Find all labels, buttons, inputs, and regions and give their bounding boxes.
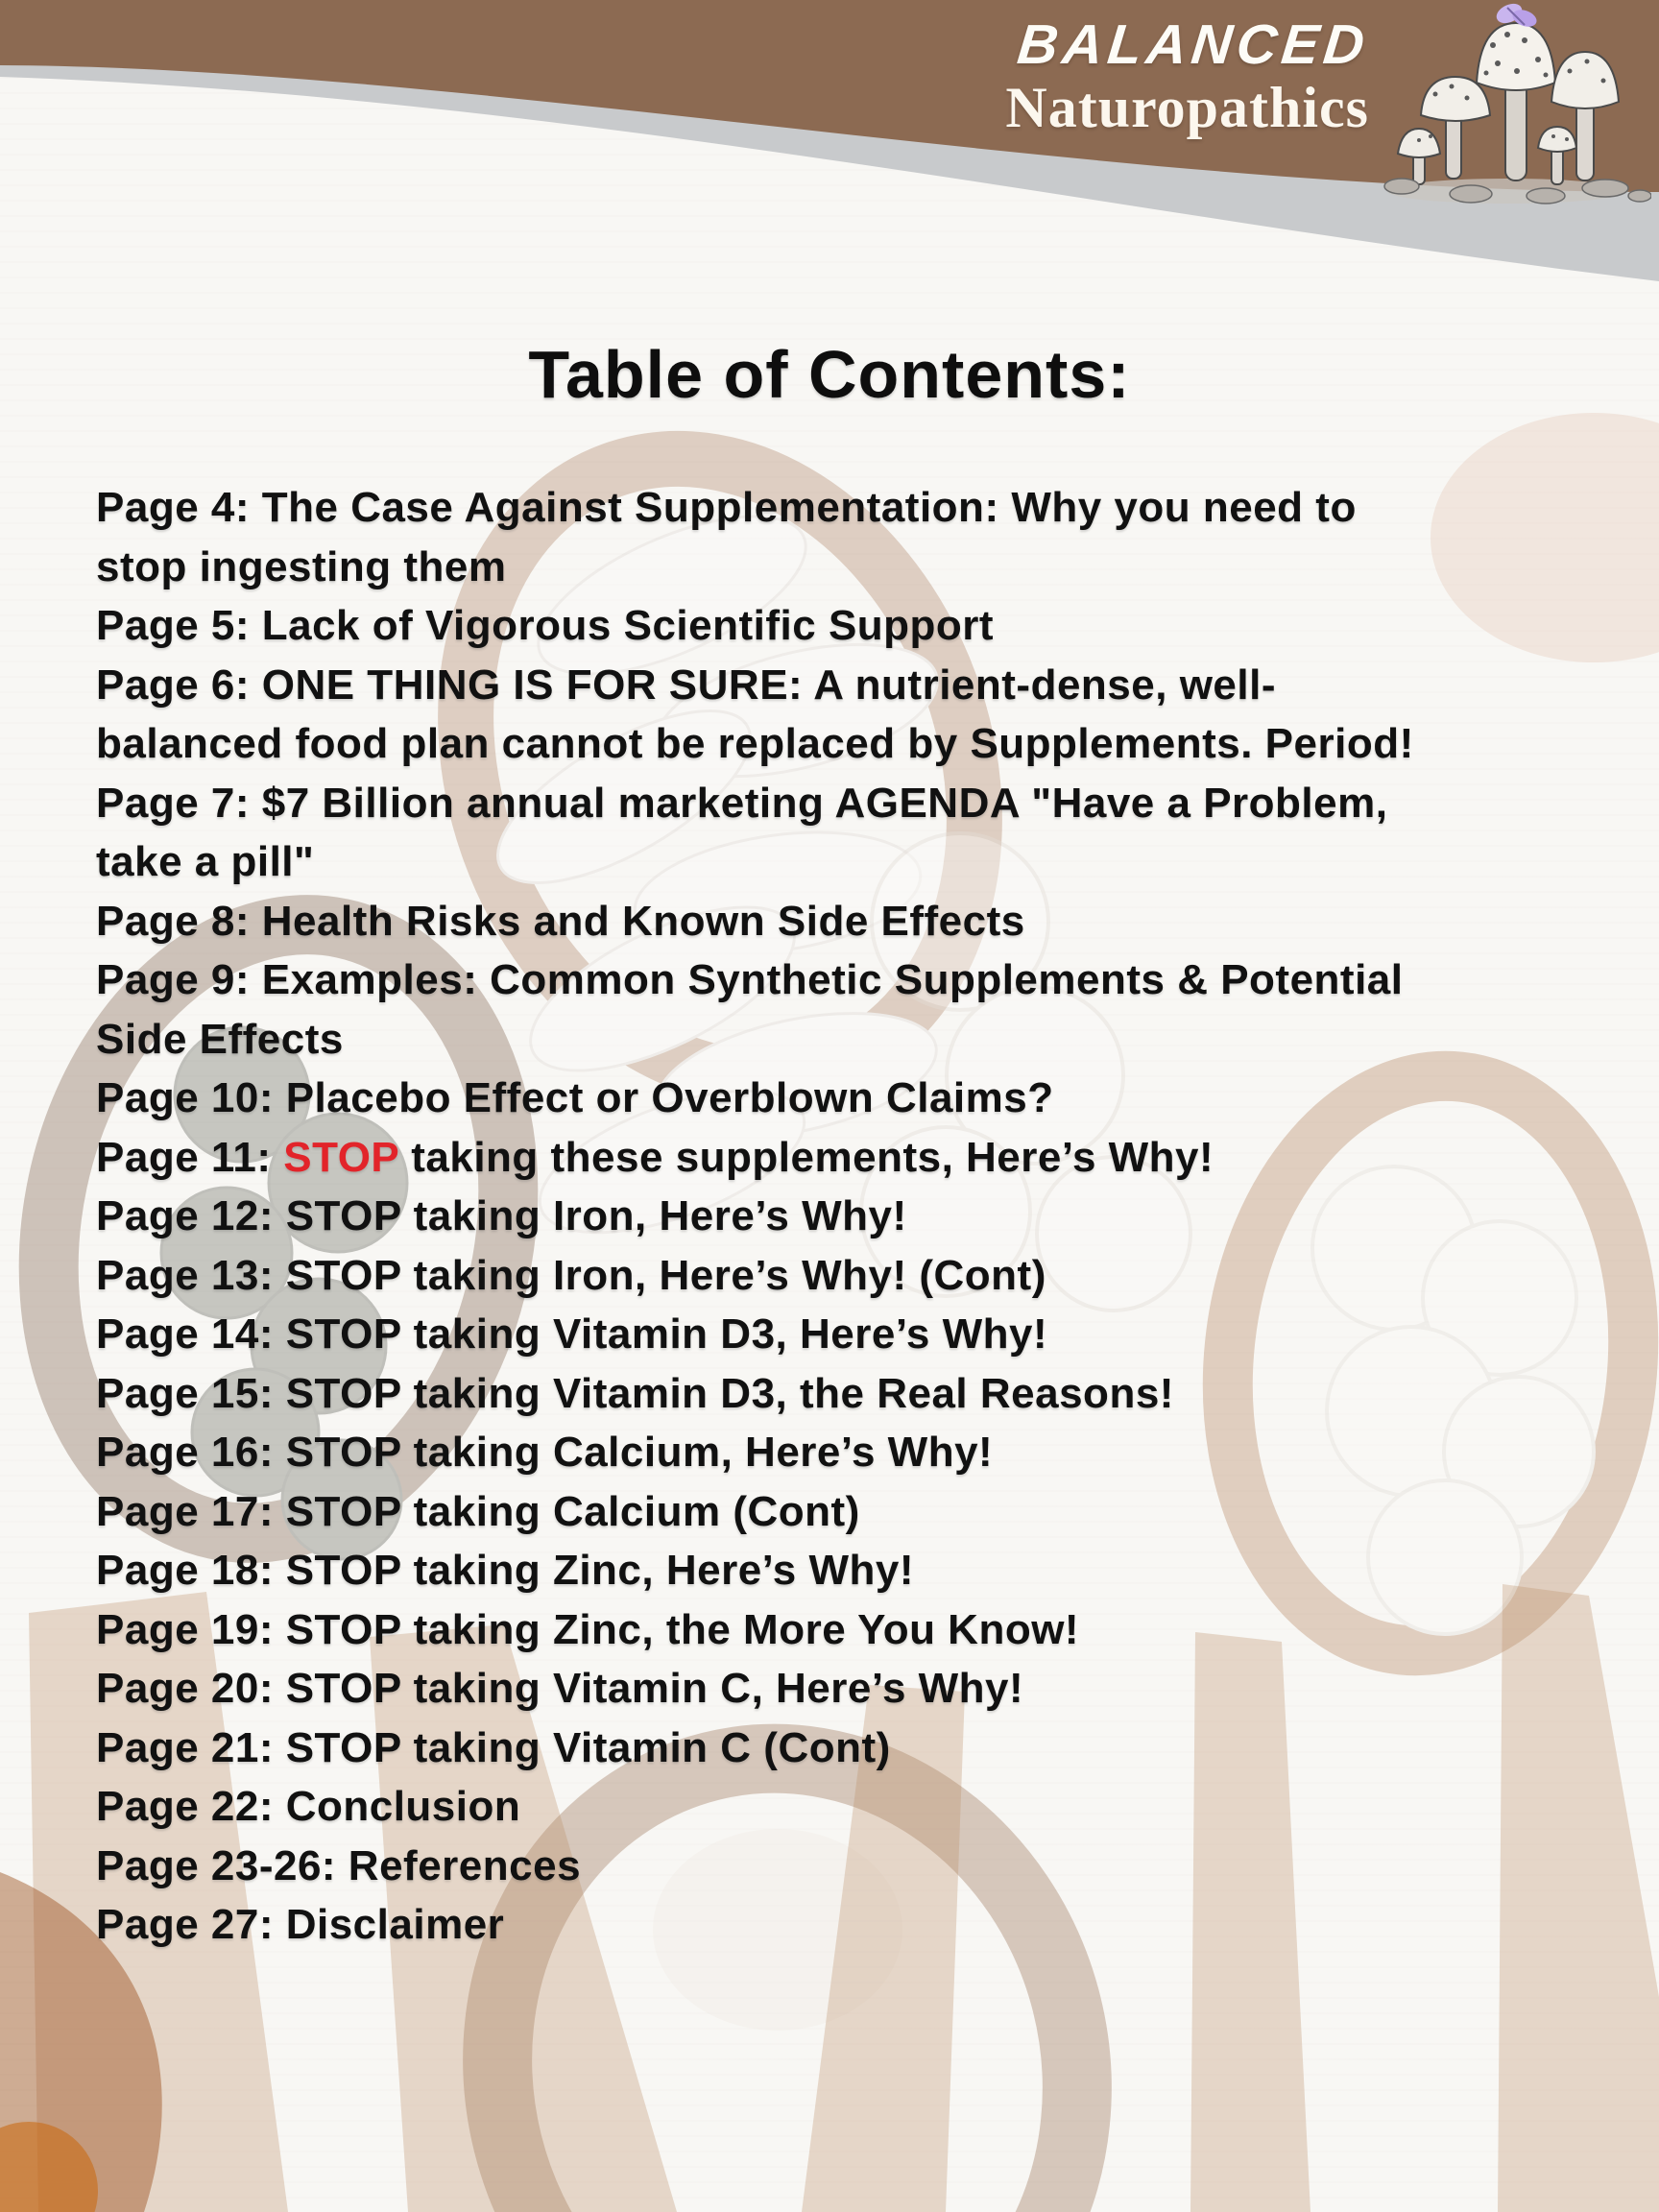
toc-entry: Page 10: Placebo Effect or Overblown Claims?	[96, 1074, 1054, 1121]
toc-entry: Page 15: STOP taking Vitamin D3, the Real Reasons!	[96, 1369, 1174, 1417]
toc-entry: Page 9: Examples: Common Synthetic Supplements & Potential Side Effects	[96, 956, 1404, 1063]
toc-entry: Page 11: STOP taking these supplements, Here’s Why!	[96, 1133, 1214, 1181]
toc-list	[96, 478, 1575, 1955]
toc-entry: Page 13: STOP taking Iron, Here’s Why! (Cont)	[96, 1251, 1046, 1299]
toc-entry: Page 20: STOP taking Vitamin C, Here’s Why!	[96, 1665, 1024, 1712]
toc-entry: Page 22: Conclusion	[96, 1783, 521, 1830]
mushroom	[1421, 77, 1490, 179]
toc-entry: Page 18: STOP taking Zinc, Here’s Why!	[96, 1547, 914, 1594]
page-title: Table of Contents:	[528, 337, 1131, 412]
toc-entry: Page 21: STOP taking Vitamin C (Cont)	[96, 1723, 891, 1771]
brand-name: BALANCED	[1015, 13, 1373, 76]
toc-entry: Page 8: Health Risks and Known Side Effects	[96, 897, 1025, 945]
toc-entry: Page 14: STOP taking Vitamin D3, Here’s Why!	[96, 1310, 1048, 1358]
toc-entry: Page 12: STOP taking Iron, Here’s Why!	[96, 1192, 907, 1239]
mushroom	[1398, 129, 1440, 184]
toc-entry: Page 7: $7 Billion annual marketing AGENDA "Have a Problem, take a pill"	[96, 779, 1388, 885]
mushrooms-illustration	[1363, 2, 1651, 208]
toc-entry: Page 27: Disclaimer	[96, 1901, 505, 1948]
toc-entry: Page 19: STOP taking Zinc, the More You Know!	[96, 1605, 1080, 1653]
toc-entry: Page 17: STOP taking Calcium (Cont)	[96, 1487, 860, 1535]
toc-entry: Page 16: STOP taking Calcium, Here’s Why!	[96, 1429, 994, 1476]
brand-logo	[1005, 13, 1373, 139]
mushroom	[1538, 127, 1576, 184]
toc-entry: Page 23-26: References	[96, 1841, 582, 1889]
toc-entry: Page 4: The Case Against Supplementation: Why you need to stop ingesting them	[96, 484, 1357, 590]
brand-subname: Naturopathics	[1005, 76, 1369, 139]
toc-entry: Page 6: ONE THING IS FOR SURE: A nutrient-dense, well- balanced food plan cannot be replaced by Supplements. Period!	[96, 661, 1414, 767]
toc-entry: Page 5: Lack of Vigorous Scientific Support	[96, 602, 995, 649]
